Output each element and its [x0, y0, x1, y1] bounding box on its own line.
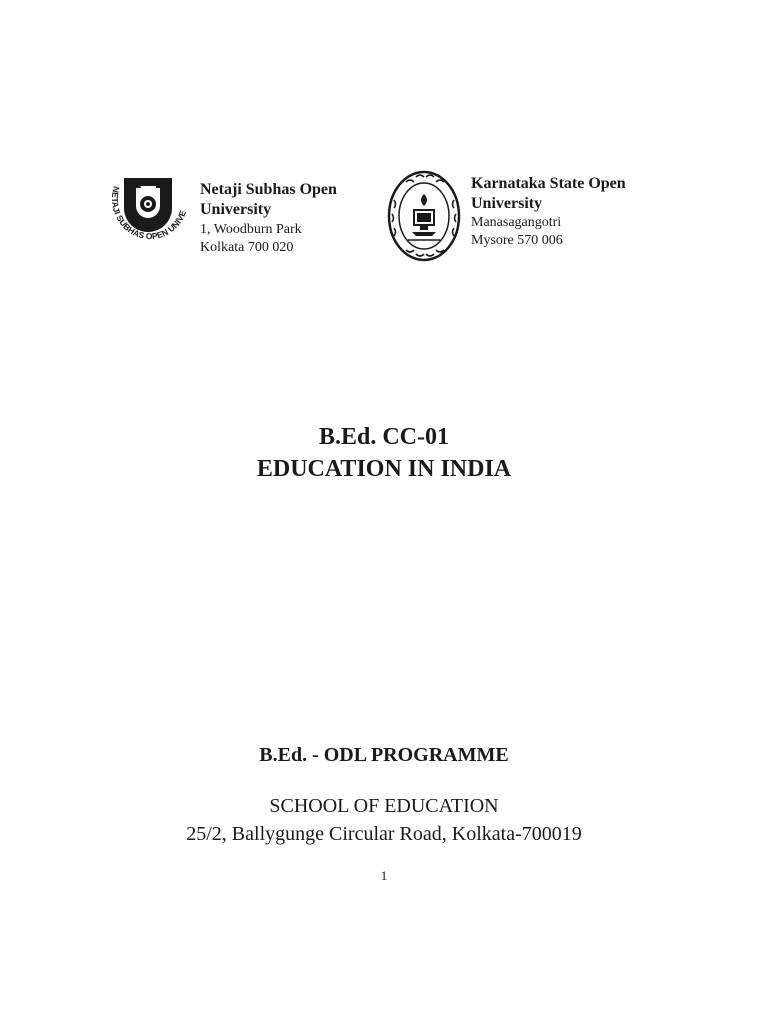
- nsou-emblem-icon: [104, 172, 194, 252]
- ksou-seal-icon: [386, 170, 462, 262]
- ksou-address-line1: Manasagangotri: [471, 215, 562, 230]
- course-title: EDUCATION IN INDIA: [256, 456, 512, 482]
- ksou-name-line1: Karnataka State Open: [471, 175, 626, 192]
- school-name: SCHOOL OF EDUCATION: [269, 795, 499, 817]
- ksou-address-line2: Mysore 570 006: [471, 233, 563, 248]
- ksou-name: [471, 174, 626, 214]
- nsou-logo: [104, 172, 194, 252]
- page-number: 1: [380, 868, 388, 883]
- programme-title: B.Ed. - ODL PROGRAMME: [259, 744, 509, 766]
- nsou-logo-text: NETAJI SUBHAS OPEN UNIVE: [109, 185, 188, 242]
- nsou-name-line2: University: [200, 201, 272, 218]
- school-address: 25/2, Ballygunge Circular Road, Kolkata-700019: [186, 823, 582, 845]
- course-code: B.Ed. CC-01: [318, 424, 450, 450]
- nsou-address: [200, 221, 302, 257]
- nsou-name-line1: Netaji Subhas Open: [200, 181, 337, 198]
- ksou-name-line2: University: [471, 195, 543, 212]
- ksou-logo: [386, 170, 462, 262]
- ksou-address: [471, 214, 563, 250]
- nsou-name: [200, 180, 337, 220]
- nsou-address-line1: 1, Woodburn Park: [200, 222, 302, 237]
- nsou-address-line2: Kolkata 700 020: [200, 240, 294, 255]
